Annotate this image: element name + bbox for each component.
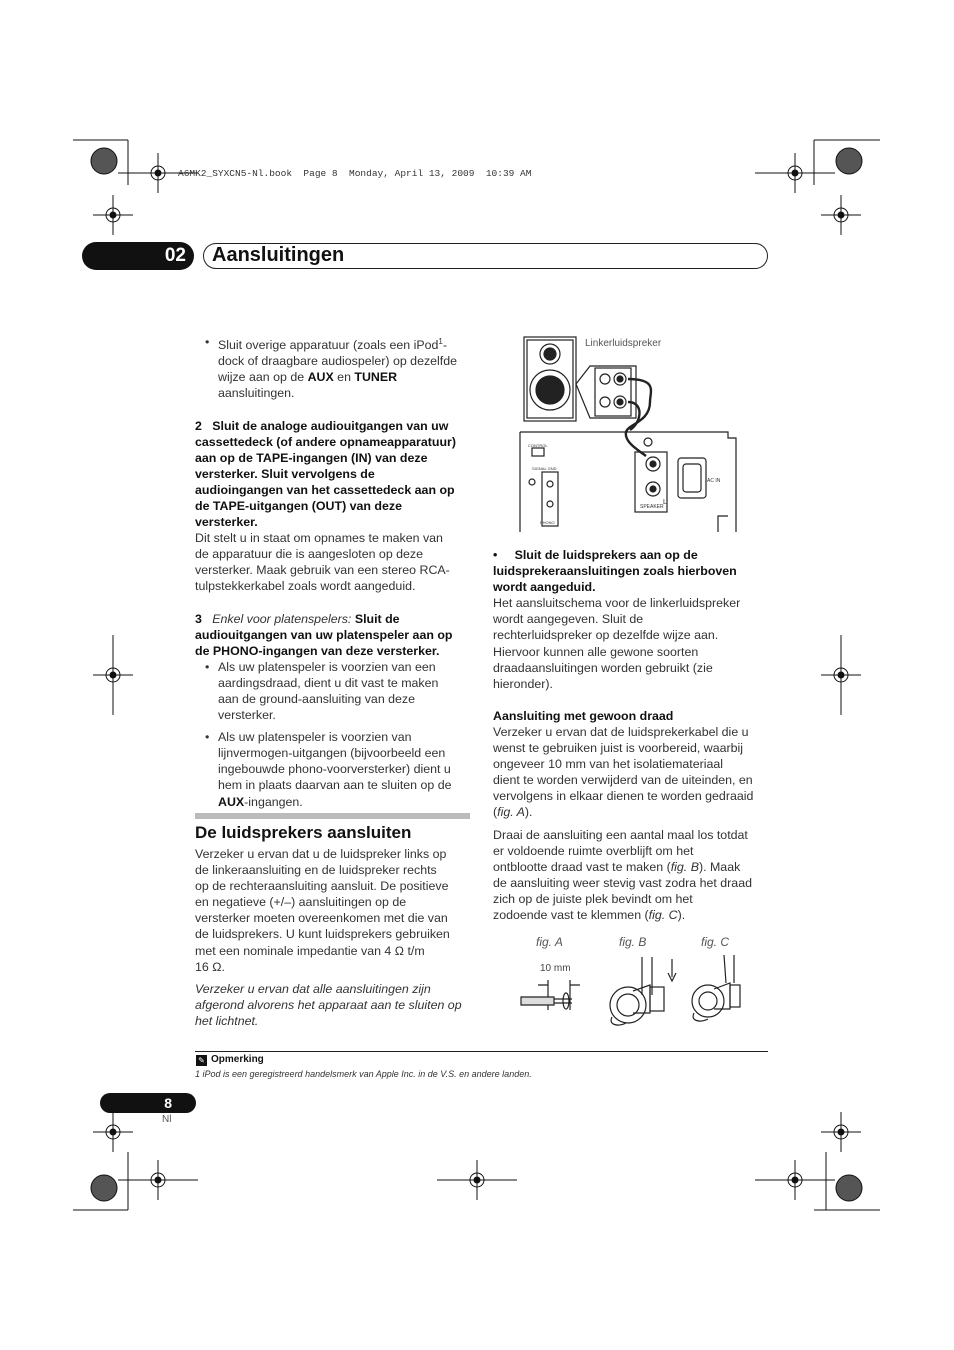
chapter-number: 02 xyxy=(82,242,194,270)
section-bar xyxy=(195,813,470,819)
left-column xyxy=(195,334,475,810)
control-label: CONTROL xyxy=(528,443,548,448)
note-icon: ✎ xyxy=(196,1055,207,1066)
page-number: 8 xyxy=(100,1093,196,1113)
section-title: De luidsprekers aansluiten xyxy=(195,823,412,842)
step-2: 2 Sluit de analoge audiouitgangen van uw cassettedeck (of andere opnameapparatuur) aan op de TAPE-ingangen (IN) van deze versterker. Sluit vervolgens de audioingangen van het cassettedeck aan op de TAPE-uitgangen (OUT) van deze versterker. Dit stelt u in staat om opnames te maken van de apparatuur die is aangesloten op deze versterker. Maak gebruik van een stereo RCA- tulpstekkerkabel zoals wordt aangeduid. xyxy=(195,418,456,594)
speaker-label: Linkerluidspreker xyxy=(585,338,662,349)
fig-a-label: fig. A xyxy=(536,935,563,949)
step-3: 3 Enkel voor platenspelers: Sluit de audiouitgangen van uw platenspeler aan op de PHONO-ingangen van deze versterker. xyxy=(195,611,453,658)
phono-label: PHONO xyxy=(540,520,555,525)
language-code: Nl xyxy=(162,1114,172,1125)
file-header: A6MK2_SYXCN5-Nl.book Page 8 Monday, April 13, 2009 10:39 AM xyxy=(178,168,532,179)
speaker-l-label: L xyxy=(663,499,667,506)
speaker-panel-label: SPEAKER xyxy=(640,504,664,510)
note-divider xyxy=(195,1051,768,1052)
signal-gnd-label: SIGNAL GND xyxy=(532,466,557,471)
section-body: Verzeker u ervan dat u de luidspreker links op de linkeraansluiting en de luidspreker rechts op de rechteraansluiting aansluit. De positieve en negatieve (+/–) aansluitingen op de versterker moeten overeenkomen met die van de luidsprekers. U kunt luidsprekers gebruiken met een nominale impedantie van 4 Ω t/m 16 Ω. Verzeker u ervan dat alle aansluitingen zijn afgerond alvorens het apparaat aan te sluiten op het lichtnet. xyxy=(195,847,462,1028)
wire-figures xyxy=(518,955,748,1027)
chapter-title: Aansluitingen xyxy=(203,243,768,269)
ac-in-label: AC IN xyxy=(707,478,721,484)
bullet-ground: • Als uw platenspeler is voorzien van een aardingsdraad, dient u dit vast te maken aan de ground-aansluiting van deze versterker. xyxy=(195,659,475,723)
fig-c-label: fig. C xyxy=(701,935,730,949)
paragraph-wire-prep: Verzeker u ervan dat de luidsprekerkabel die u wenst te gebruiken juist is voorbereid, waarbij ongeveer 10 mm van het isolatiemateriaal dient te worden verwijderd van de uiteinden, en vervolgens in elkaar dienen te worden gedraaid (fig. A). xyxy=(493,724,754,820)
subsection-title: Aansluiting met gewoon draad xyxy=(493,708,674,723)
speaker-connection-diagram xyxy=(518,332,740,532)
bullet-ipod: • Sluit overige apparatuur (zoals een iPod$^1$- dock of draagbare audiospeler) op dezelfde wijze aan op de AUX en TUNER aansluitingen. xyxy=(195,334,475,402)
paragraph-wire-attach: Draai de aansluiting een aantal maal los totdat er voldoende ruimte overblijft om het ontblootte draad vast te maken (fig. B). Maak de aansluiting weer stevig vast zodra het draad zich op de juiste plek bevindt om het zodoende vast te klemmen (fig. C). xyxy=(493,827,752,922)
note-title: Opmerking xyxy=(211,1054,264,1065)
bullet-connect-speakers: • Sluit de luidsprekers aan op de luidsprekeraansluitingen zoals hierboven wordt aangeduid. Het aansluitschema voor de linkerluidspreker wordt aangegeven. Sluit de rechterluidspreker op dezelfde wijze aan. Hiervoor kunnen alle gewone soorten draadaansluitingen worden gebruikt (zie hieronder). xyxy=(493,548,741,691)
right-column xyxy=(493,547,768,923)
note-text: 1 iPod is een geregistreerd handelsmerk van Apple Inc. in de V.S. en andere landen. xyxy=(195,1069,532,1079)
fig-a-10mm: 10 mm xyxy=(540,963,571,974)
bullet-line-output: • Als uw platenspeler is voorzien van lijnvermogen-uitgangen (bijvoorbeeld een ingebouwde phono-voorversterker) dient u hem in plaats daarvan aan te sluiten op de AUX-ingangen. xyxy=(195,729,475,809)
fig-b-label: fig. B xyxy=(619,935,647,949)
